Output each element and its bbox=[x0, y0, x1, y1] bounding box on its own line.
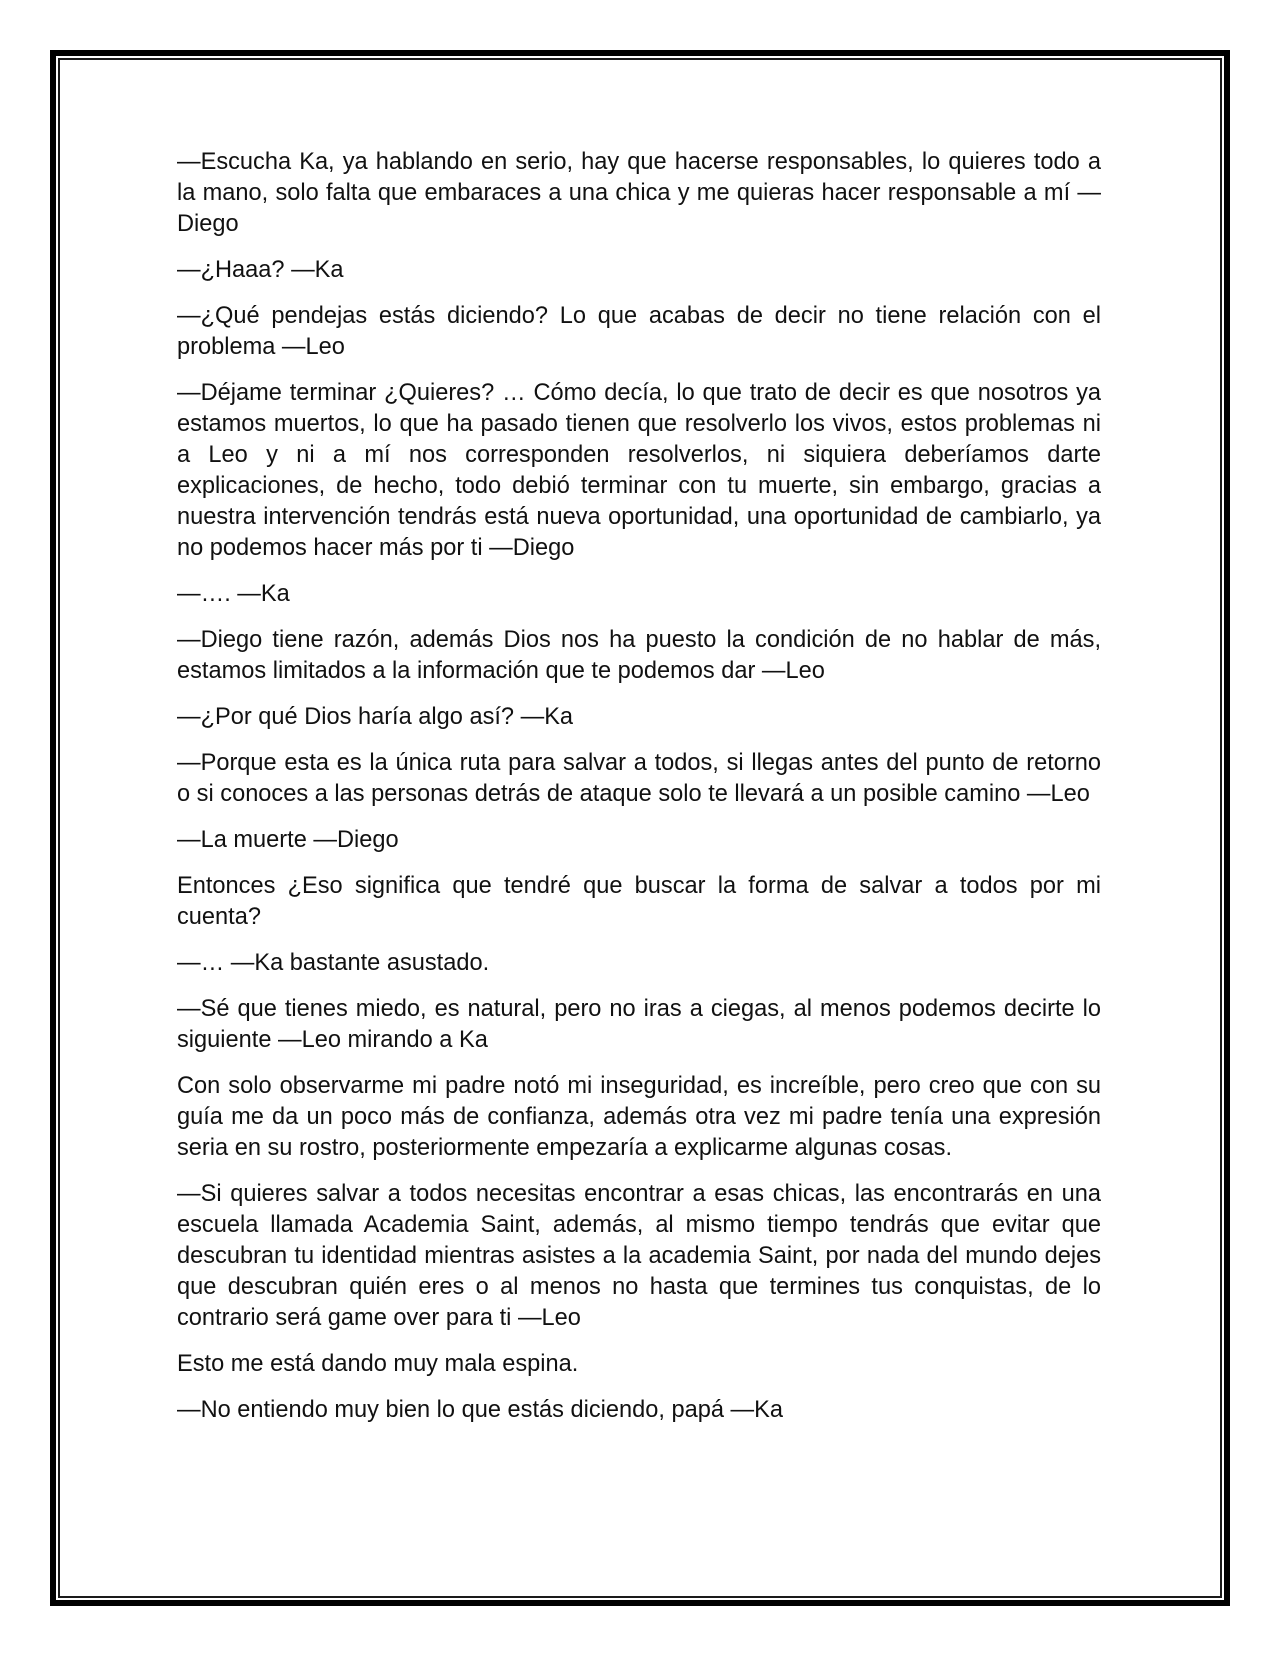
paragraph: —Sé que tienes miedo, es natural, pero no iras a ciegas, al menos podemos decirte lo siguiente —Leo mirando a Ka bbox=[177, 996, 1101, 1053]
paragraph: —¿Haaa? —Ka bbox=[177, 257, 344, 283]
paragraph: Esto me está dando muy mala espina. bbox=[177, 1351, 579, 1377]
paragraph: —La muerte —Diego bbox=[177, 827, 399, 853]
paragraph: —¿Qué pendejas estás diciendo? Lo que acabas de decir no tiene relación con el problema —Leo bbox=[177, 303, 1101, 360]
paragraph: Con solo observarme mi padre notó mi inseguridad, es increíble, pero creo que con su guía me da un poco más de confianza, además otra vez mi padre tenía una expresión seria en su rostro, posteriormente empezaría a explicarme algunas cosas. bbox=[177, 1073, 1101, 1161]
paragraph: Entonces ¿Eso significa que tendré que buscar la forma de salvar a todos por mi cuenta? bbox=[177, 873, 1101, 930]
paragraph: —No entiendo muy bien lo que estás diciendo, papá —Ka bbox=[177, 1397, 783, 1423]
paragraph: —¿Por qué Dios haría algo así? —Ka bbox=[177, 704, 574, 730]
paragraph: —Diego tiene razón, además Dios nos ha puesto la condición de no hablar de más, estamos limitados a la información que te podemos dar —Leo bbox=[177, 627, 1101, 684]
paragraph: —Escucha Ka, ya hablando en serio, hay que hacerse responsables, lo quieres todo a la mano, solo falta que embaraces a una chica y me quieras hacer responsable a mí —Diego bbox=[177, 149, 1101, 237]
paragraph: —Déjame terminar ¿Quieres? … Cómo decía, lo que trato de decir es que nosotros ya estamos muertos, lo que ha pasado tienen que resolverlo los vivos, estos problemas ni a Leo y ni a mí nos corresponden resolverlos, ni siquiera deberíamos darte explicaciones, de hecho, todo debió terminar con tu muerte, sin embargo, gracias a nuestra intervención tendrás está nueva oportunidad, una oportunidad de cambiarlo, ya no podemos hacer más por ti —Diego bbox=[177, 380, 1101, 561]
document-body bbox=[177, 147, 1101, 1441]
paragraph: —…. —Ka bbox=[177, 581, 290, 607]
paragraph: —… —Ka bastante asustado. bbox=[177, 950, 490, 976]
paragraph: —Si quieres salvar a todos necesitas encontrar a esas chicas, las encontrarás en una escuela llamada Academia Saint, además, al mismo tiempo tendrás que evitar que descubran tu identidad mientras asistes a la academia Saint, por nada del mundo dejes que descubran quién eres o al menos no hasta que termines tus conquistas, de lo contrario será game over para ti —Leo bbox=[177, 1181, 1101, 1331]
paragraph: —Porque esta es la única ruta para salvar a todos, si llegas antes del punto de retorno o si conoces a las personas detrás de ataque solo te llevará a un posible camino —Leo bbox=[177, 750, 1101, 807]
